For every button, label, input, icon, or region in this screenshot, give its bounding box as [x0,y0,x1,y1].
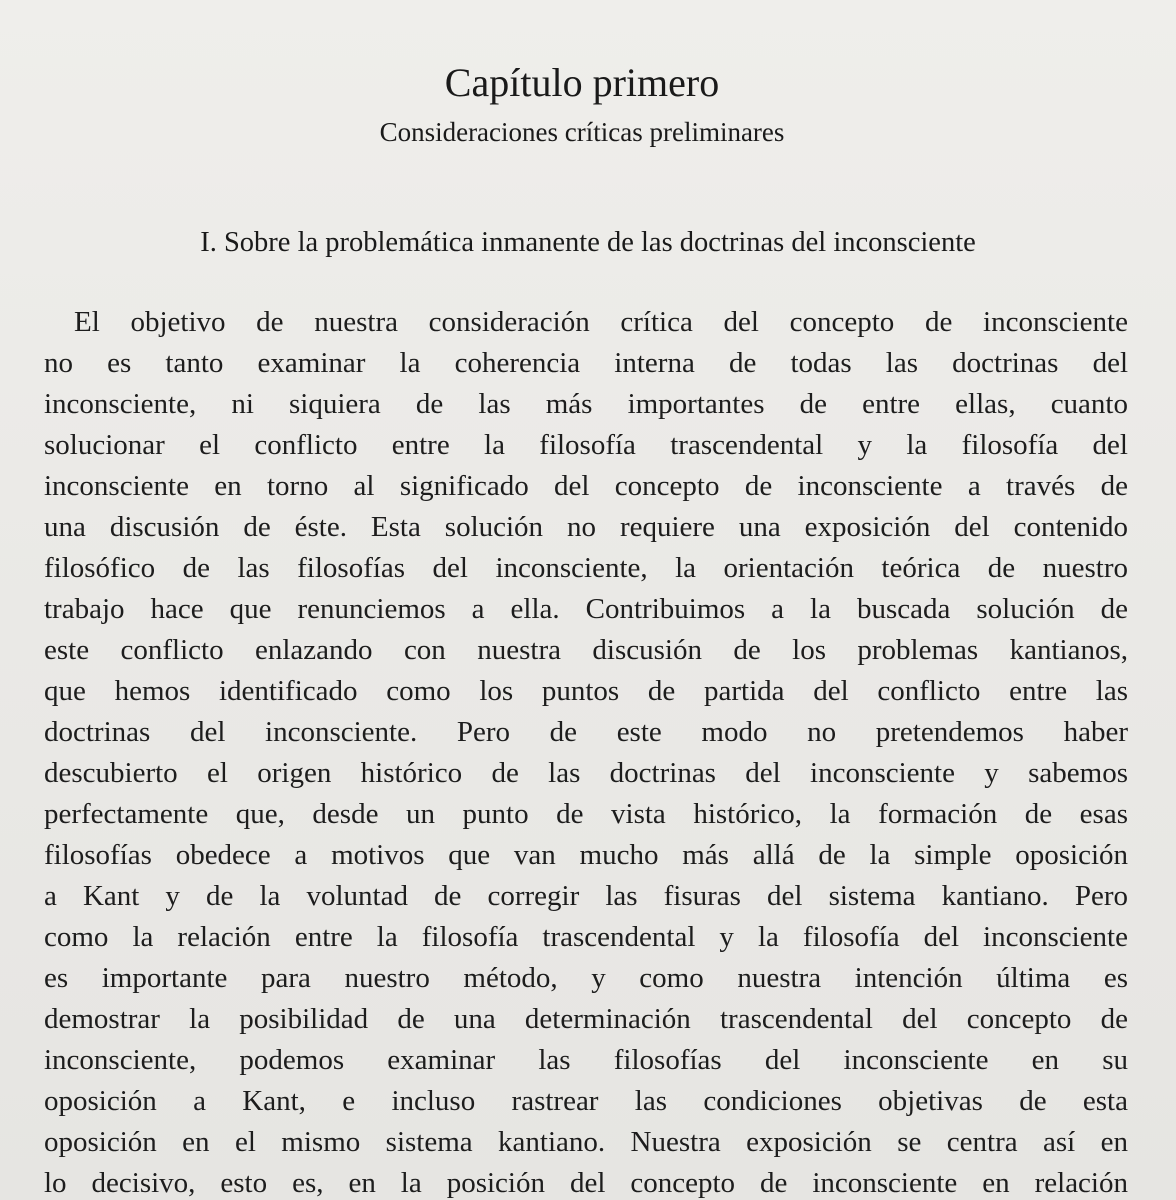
text-line: una discusión de éste. Esta solución no requiere una exposición del contenido [44,511,1128,543]
text-line: perfectamente que, desde un punto de vista histórico, la formación de esas [44,798,1128,830]
text-line: que hemos identificado como los puntos de partida del conflicto entre las [44,675,1128,707]
section-heading: I. Sobre la problemática inmanente de las doctrinas del inconsciente [200,227,976,258]
text-line: oposición a Kant, e incluso rastrear las condiciones objetivas de esta [44,1085,1128,1117]
text-line: inconsciente, ni siquiera de las más importantes de entre ellas, cuanto [44,388,1128,420]
text-line: filosofías obedece a motivos que van mucho más allá de la simple oposición [44,839,1128,871]
text-line: a Kant y de la voluntad de corregir las fisuras del sistema kantiano. Pero [44,880,1128,912]
chapter-subtitle: Consideraciones críticas preliminares [379,117,785,147]
text-line: oposición en el mismo sistema kantiano. Nuestra exposición se centra así en [44,1126,1128,1158]
text-line: inconsciente en torno al significado del concepto de inconsciente a través de [44,470,1128,502]
text-line: demostrar la posibilidad de una determinación trascendental del concepto de [44,1003,1128,1035]
text-line: es importante para nuestro método, y como nuestra intención última es [44,962,1128,994]
text-line: solucionar el conflicto entre la filosofía trascendental y la filosofía del [44,429,1128,461]
text-line: no es tanto examinar la coherencia interna de todas las doctrinas del [44,347,1128,379]
text-line: este conflicto enlazando con nuestra discusión de los problemas kantianos, [44,634,1128,666]
text-line: El objetivo de nuestra consideración crítica del concepto de inconsciente [74,306,1128,338]
chapter-title: Capítulo primero [444,60,720,105]
text-line: inconsciente, podemos examinar las filosofías del inconsciente en su [44,1044,1128,1076]
text-line: doctrinas del inconsciente. Pero de este modo no pretendemos haber [44,716,1128,748]
body-paragraph [0,302,1176,1200]
text-line: filosófico de las filosofías del inconsciente, la orientación teórica de nuestro [44,552,1128,584]
text-line: lo decisivo, esto es, en la posición del concepto de inconsciente en relación [44,1167,1128,1199]
text-line: como la relación entre la filosofía trascendental y la filosofía del inconsciente [44,921,1128,953]
text-line: descubierto el origen histórico de las doctrinas del inconsciente y sabemos [44,757,1128,789]
text-line: trabajo hace que renunciemos a ella. Contribuimos a la buscada solución de [44,593,1128,625]
